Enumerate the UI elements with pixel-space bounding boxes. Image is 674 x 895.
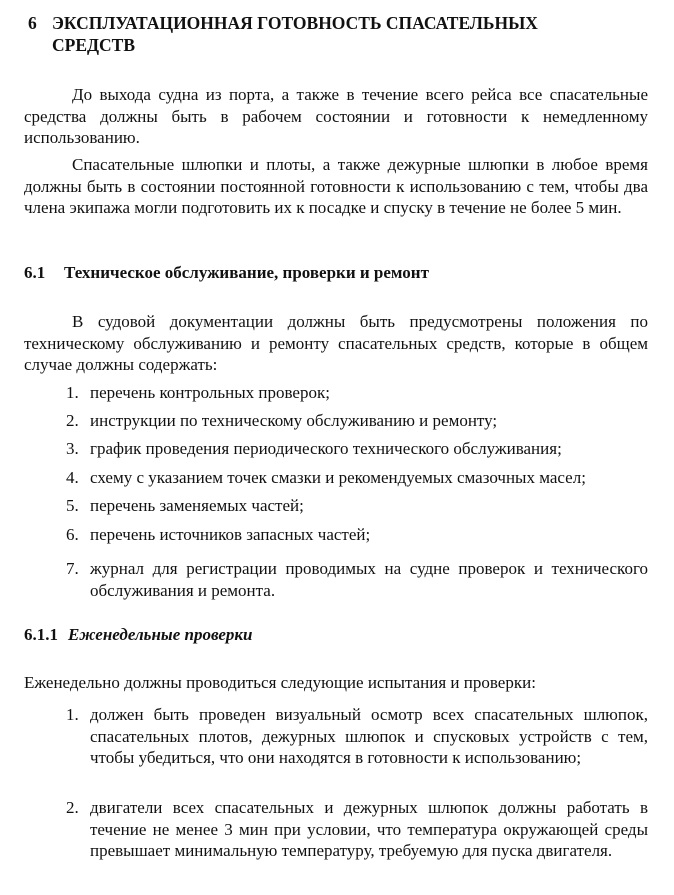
list-item-number: 6. [66,525,79,544]
list-item-number: 4. [66,468,79,487]
section-number: 6 [28,13,37,33]
list-item-text: перечень контрольных проверок; [90,383,330,402]
list-item [66,797,648,862]
list-item [66,558,648,601]
list-item-text: инструкции по техническому обслуживанию и ремонту; [90,411,498,430]
list-item-number: 1. [66,705,79,724]
list-item-number: 5. [66,496,79,515]
list-item-text: журнал для регистрации проводимых на судне проверок и технического обслуживания и ремонта. [90,559,648,600]
subsection-title: Техническое обслуживание, проверки и ремонт [64,263,429,282]
list-item [66,382,648,404]
subsubsection-title: Еженедельные проверки [68,625,253,644]
list-item-text: график проведения периодического технического обслуживания; [90,439,562,458]
list-item-number: 3. [66,439,79,458]
list-item [66,467,648,489]
section-paragraph-1: До выхода судна из порта, а также в течение всего рейса все спасательные средства должны быть в рабочем состоянии и готовности к немедленному использованию. [24,85,648,147]
list-item-number: 7. [66,559,79,578]
subsubsection-number: 6.1.1 [24,625,58,644]
list-item-text: перечень заменяемых частей; [90,496,304,515]
list-item [66,438,648,460]
list-item-text: схему с указанием точек смазки и рекомендуемых смазочных масел; [90,468,586,487]
section-title-line1: ЭКСПЛУАТАЦИОННАЯ ГОТОВНОСТЬ СПАСАТЕЛЬНЫХ [52,13,538,33]
list-item-text: должен быть проведен визуальный осмотр всех спасательных шлюпок, спасательных плотов, дежурных шлюпок и спусковых устройств с тем, чтобы убедиться, что они находятся в готовности к использованию; [90,705,648,767]
list-item-number: 2. [66,798,79,817]
subsection-number: 6.1 [24,263,46,282]
subsubsection-heading [24,624,252,646]
list-item [66,704,648,769]
list-item [66,410,648,432]
section-title-line2: СРЕДСТВ [52,35,136,55]
list-item [66,524,648,546]
list-item-number: 2. [66,411,79,430]
list-item-number: 1. [66,383,79,402]
section-paragraph-2: Спасательные шлюпки и плоты, а также дежурные шлюпки в любое время должны быть в состоянии постоянной готовности к использованию с тем, чтобы два члена экипажа могли подготовить их к посадке и спуску в течение не более 5 мин. [24,155,648,217]
subsection-heading [24,262,429,284]
subsection-intro: В судовой документации должны быть предусмотрены положения по техническому обслуживанию и ремонту спасательных средств, которые в общем случае должны содержать: [24,312,648,374]
list-item-text: двигатели всех спасательных и дежурных шлюпок должны работать в течение не менее 3 мин при условии, что температура окружающей среды превышает минимальную температуру, требуемую для пуска двигателя. [90,798,648,860]
subsubsection-intro: Еженедельно должны проводиться следующие испытания и проверки: [24,673,536,692]
section-heading [28,12,648,56]
list-item [66,495,648,517]
list-item-text: перечень источников запасных частей; [90,525,371,544]
